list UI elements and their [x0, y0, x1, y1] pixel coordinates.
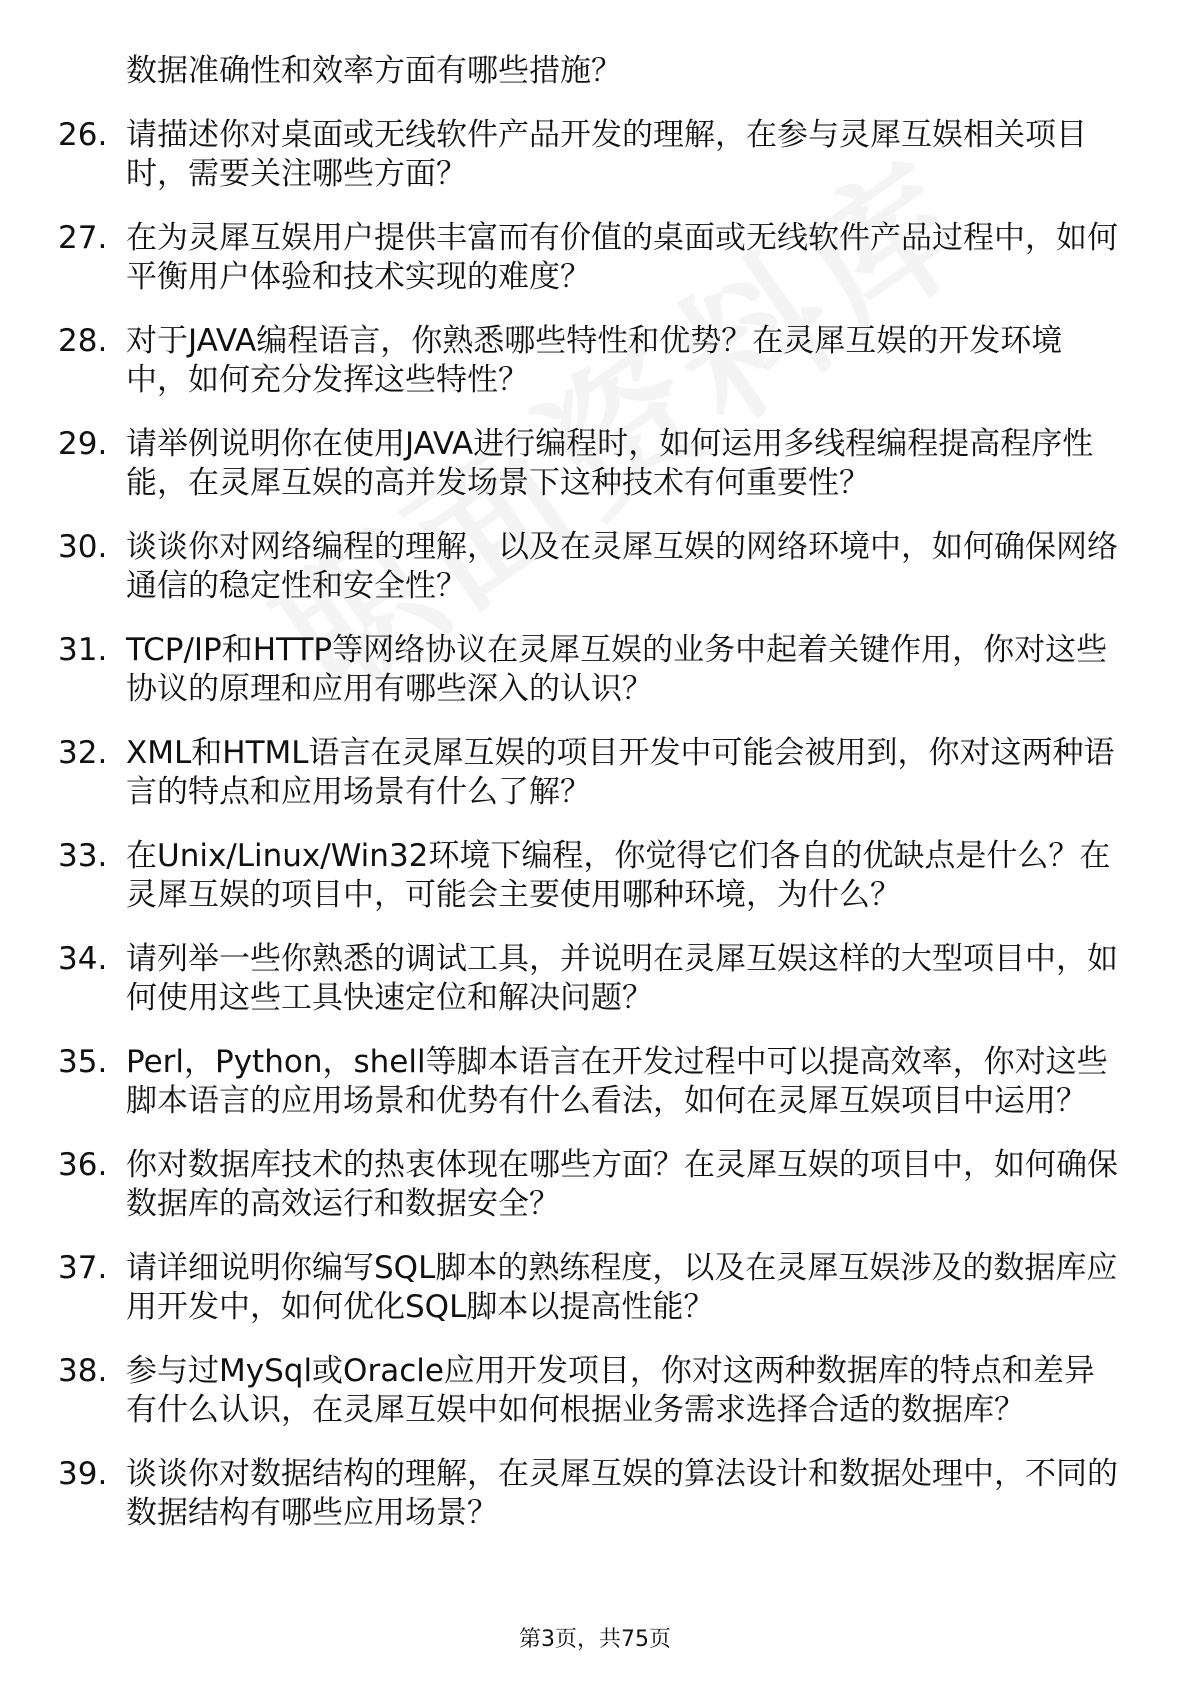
question-number: 26. [58, 117, 108, 153]
question-item [58, 528, 1118, 606]
question-item [58, 116, 1118, 194]
question-item [58, 219, 1118, 297]
question-item [58, 1146, 1118, 1224]
question-number: 38. [58, 1353, 108, 1389]
question-number: 33. [58, 838, 108, 874]
question-number: 28. [58, 323, 108, 359]
question-text: 请举例说明你在使用JAVA进行编程时，如何运用多线程编程提高程序性能，在灵犀互娱的高并发场景下这种技术有何重要性？ [126, 426, 1094, 501]
question-item [58, 631, 1118, 709]
question-number: 27. [58, 220, 108, 256]
page-number: 第3页，共75页 [519, 1627, 671, 1652]
question-item [58, 425, 1118, 503]
question-text: 你对数据库技术的热衷体现在哪些方面？在灵犀互娱的项目中，如何确保数据库的高效运行和数据安全？ [126, 1147, 1118, 1222]
question-item [58, 940, 1118, 1018]
question-item [58, 1249, 1118, 1327]
question-text: 参与过MySql或Oracle应用开发项目，你对这两种数据库的特点和差异有什么认识，在灵犀互娱中如何根据业务需求选择合适的数据库？ [126, 1353, 1095, 1428]
question-text: Perl，Python，shell等脚本语言在开发过程中可以提高效率，你对这些脚本语言的应用场景和优势有什么看法，如何在灵犀互娱项目中运用？ [126, 1044, 1108, 1119]
question-text: 对于JAVA编程语言，你熟悉哪些特性和优势？在灵犀互娱的开发环境中，如何充分发挥这些特性？ [126, 323, 1063, 398]
continued-question-text: 数据准确性和效率方面有哪些措施？ [126, 53, 622, 89]
question-number: 30. [58, 529, 108, 565]
question-item [58, 1352, 1118, 1430]
question-number: 35. [58, 1044, 108, 1080]
question-item [58, 322, 1118, 400]
question-item [58, 1043, 1118, 1121]
question-number: 32. [58, 735, 108, 771]
question-text: 谈谈你对网络编程的理解，以及在灵犀互娱的网络环境中，如何确保网络通信的稳定性和安全性？ [126, 529, 1118, 604]
question-text: TCP/IP和HTTP等网络协议在灵犀互娱的业务中起着关键作用，你对这些协议的原理和应用有哪些深入的认识？ [126, 632, 1108, 707]
question-number: 29. [58, 426, 108, 462]
question-text: 谈谈你对数据结构的理解，在灵犀互娱的算法设计和数据处理中，不同的数据结构有哪些应用场景？ [126, 1456, 1118, 1531]
question-text: 在为灵犀互娱用户提供丰富而有价值的桌面或无线软件产品过程中，如何平衡用户体验和技术实现的难度？ [126, 220, 1118, 295]
question-number: 37. [58, 1250, 108, 1286]
question-text: 请描述你对桌面或无线软件产品开发的理解，在参与灵犀互娱相关项目时，需要关注哪些方面？ [126, 117, 1087, 192]
question-item [58, 734, 1118, 812]
question-text: XML和HTML语言在灵犀互娱的项目开发中可能会被用到，你对这两种语言的特点和应用场景有什么了解？ [126, 735, 1115, 810]
question-number: 39. [58, 1456, 108, 1492]
question-item [58, 837, 1118, 915]
question-number: 31. [58, 632, 108, 668]
question-list [58, 52, 1118, 1558]
question-number: 36. [58, 1147, 108, 1183]
question-number: 34. [58, 941, 108, 977]
questions-container [58, 116, 1118, 1533]
question-text: 在Unix/Linux/Win32环境下编程，你觉得它们各自的优缺点是什么？在灵犀互娱的项目中，可能会主要使用哪种环境，为什么？ [126, 838, 1111, 913]
question-text: 请列举一些你熟悉的调试工具，并说明在灵犀互娱这样的大型项目中，如何使用这些工具快速定位和解决问题？ [126, 941, 1118, 1016]
question-item [58, 1455, 1118, 1533]
question-text: 请详细说明你编写SQL脚本的熟练程度，以及在灵犀互娱涉及的数据库应用开发中，如何优化SQL脚本以提高性能？ [126, 1250, 1118, 1325]
